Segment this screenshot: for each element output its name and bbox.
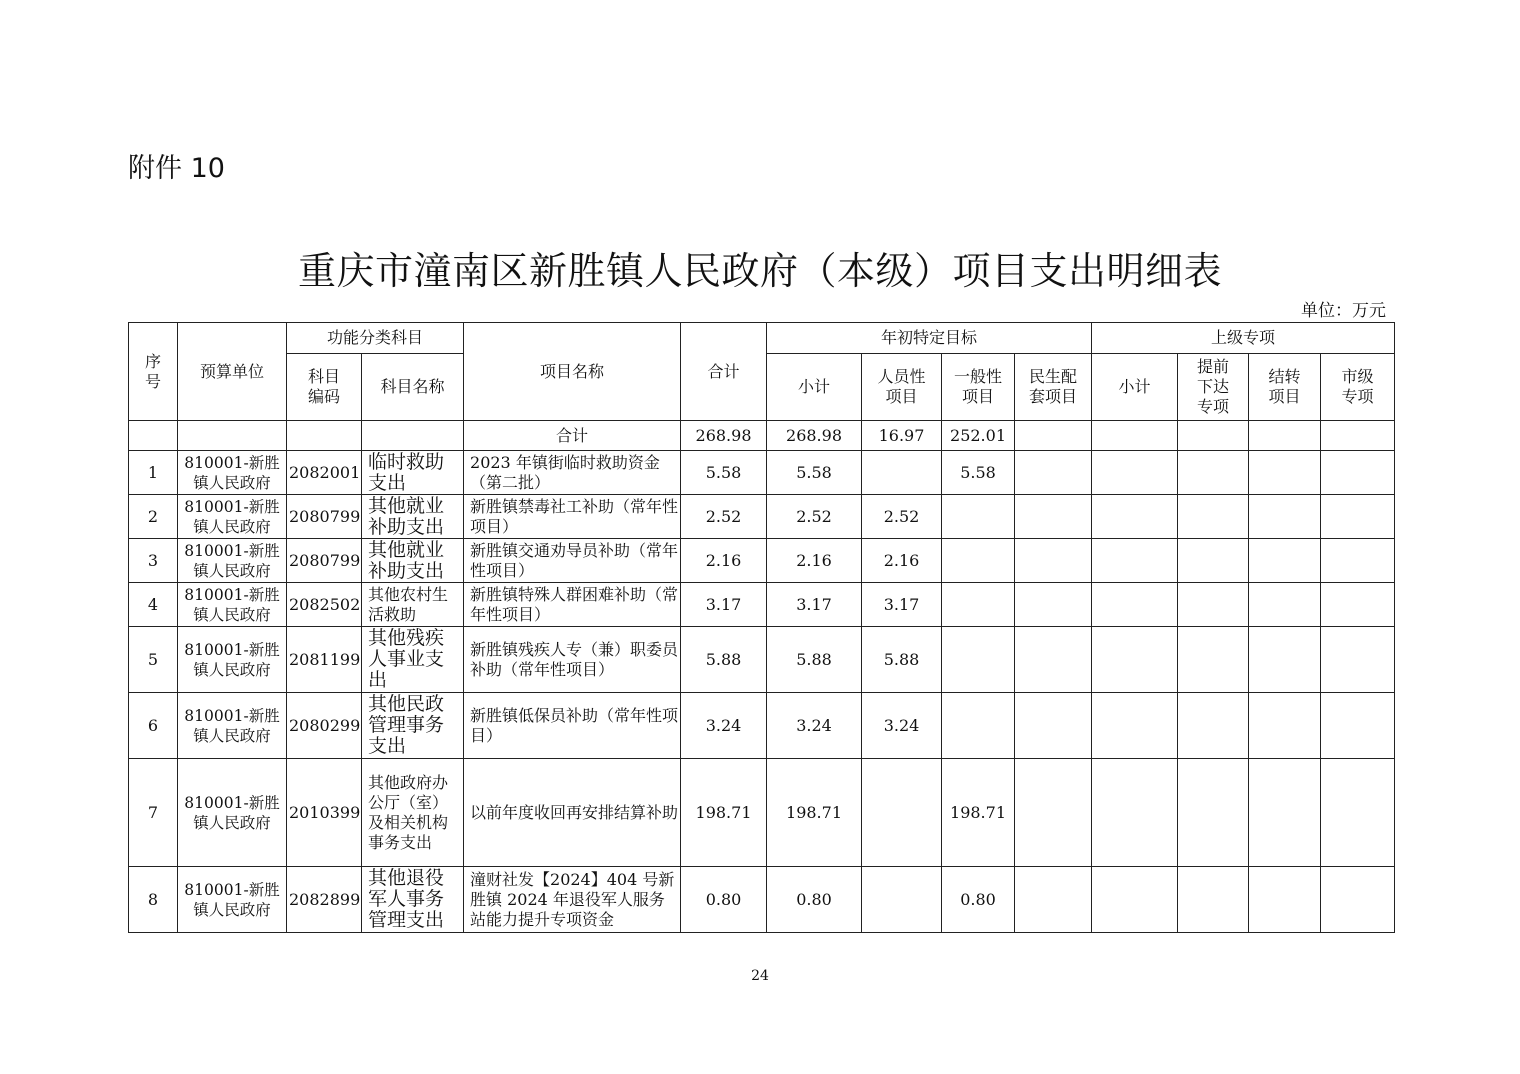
empty-cell	[1015, 867, 1092, 933]
empty-cell	[1178, 539, 1249, 583]
row-seq: 6	[129, 693, 178, 759]
row-budget-unit: 810001-新胜镇人民政府	[178, 693, 287, 759]
empty-cell	[1178, 759, 1249, 867]
row-total: 5.88	[681, 627, 767, 693]
empty-cell	[1249, 867, 1321, 933]
row-seq: 3	[129, 539, 178, 583]
header-budget-unit: 预算单位	[178, 323, 287, 421]
empty-cell	[1249, 693, 1321, 759]
row-budget-unit: 810001-新胜镇人民政府	[178, 451, 287, 495]
empty-cell	[1092, 583, 1178, 627]
table-row	[129, 759, 1395, 867]
header-city: 市级专项	[1321, 354, 1395, 421]
empty-cell	[1092, 451, 1178, 495]
header-subject-code: 科目编码	[287, 354, 362, 421]
row-personnel	[862, 759, 942, 867]
row-general: 198.71	[942, 759, 1015, 867]
page-number: 24	[751, 968, 769, 984]
row-project-name: 2023 年镇街临时救助资金（第二批）	[464, 451, 681, 495]
row-personnel: 5.88	[862, 627, 942, 693]
row-subject-code: 2082001	[287, 451, 362, 495]
empty-cell	[1178, 583, 1249, 627]
empty-cell	[1321, 759, 1395, 867]
header-row-1	[129, 323, 1395, 354]
row-subject-code: 2010399	[287, 759, 362, 867]
row-total: 198.71	[681, 759, 767, 867]
header-carryover: 结转项目	[1249, 354, 1321, 421]
row-budget-unit: 810001-新胜镇人民政府	[178, 583, 287, 627]
empty-cell	[1092, 759, 1178, 867]
table-row	[129, 451, 1395, 495]
row-project-name: 新胜镇禁毒社工补助（常年性项目）	[464, 495, 681, 539]
row-personnel	[862, 867, 942, 933]
header-total: 合计	[681, 323, 767, 421]
empty-cell	[1015, 495, 1092, 539]
empty-cell	[1178, 451, 1249, 495]
row-subtotal: 0.80	[767, 867, 862, 933]
empty-cell	[1092, 539, 1178, 583]
row-personnel: 2.52	[862, 495, 942, 539]
empty-cell	[1092, 495, 1178, 539]
row-subject-name: 其他就业补助支出	[362, 495, 464, 539]
row-general: 0.80	[942, 867, 1015, 933]
empty-cell	[1178, 495, 1249, 539]
row-subject-code: 2081199	[287, 627, 362, 693]
row-subtotal: 2.52	[767, 495, 862, 539]
row-subject-name: 其他退役军人事务管理支出	[362, 867, 464, 933]
row-seq: 7	[129, 759, 178, 867]
header-personnel: 人员性项目	[862, 354, 942, 421]
row-total: 3.17	[681, 583, 767, 627]
empty-cell	[1321, 583, 1395, 627]
total-amount: 268.98	[681, 421, 767, 451]
empty-cell	[1015, 693, 1092, 759]
header-general: 一般性项目	[942, 354, 1015, 421]
row-total: 5.58	[681, 451, 767, 495]
row-project-name: 新胜镇特殊人群困难补助（常年性项目）	[464, 583, 681, 627]
row-personnel: 2.16	[862, 539, 942, 583]
row-subject-name: 其他残疾人事业支出	[362, 627, 464, 693]
row-subtotal: 3.17	[767, 583, 862, 627]
row-subject-name: 其他就业补助支出	[362, 539, 464, 583]
empty-cell	[1321, 867, 1395, 933]
empty-cell	[1321, 495, 1395, 539]
header-func-class: 功能分类科目	[287, 323, 464, 354]
row-budget-unit: 810001-新胜镇人民政府	[178, 539, 287, 583]
empty-cell	[1249, 539, 1321, 583]
table-row	[129, 495, 1395, 539]
header-annual-target: 年初特定目标	[767, 323, 1092, 354]
row-subtotal: 198.71	[767, 759, 862, 867]
table-row	[129, 583, 1395, 627]
header-annual-subtotal: 小计	[767, 354, 862, 421]
row-budget-unit: 810001-新胜镇人民政府	[178, 867, 287, 933]
row-seq: 5	[129, 627, 178, 693]
empty-cell	[1321, 451, 1395, 495]
total-label: 合计	[464, 421, 681, 451]
row-subtotal: 5.58	[767, 451, 862, 495]
row-subject-name: 其他政府办公厅（室）及相关机构事务支出	[362, 759, 464, 867]
attachment-label: 附件 10	[128, 153, 225, 184]
empty-cell	[1092, 693, 1178, 759]
empty-cell	[1178, 867, 1249, 933]
row-general	[942, 627, 1015, 693]
row-subtotal: 3.24	[767, 693, 862, 759]
row-subject-code: 2080799	[287, 495, 362, 539]
empty-cell	[1249, 495, 1321, 539]
empty-cell	[1249, 451, 1321, 495]
row-total: 0.80	[681, 867, 767, 933]
empty-cell	[1015, 627, 1092, 693]
page-title: 重庆市潼南区新胜镇人民政府（本级）项目支出明细表	[297, 249, 1222, 293]
row-personnel	[862, 451, 942, 495]
row-general	[942, 583, 1015, 627]
empty-cell	[1249, 759, 1321, 867]
header-project-name: 项目名称	[464, 323, 681, 421]
empty-cell	[1249, 627, 1321, 693]
header-superior-special: 上级专项	[1092, 323, 1395, 354]
row-budget-unit: 810001-新胜镇人民政府	[178, 495, 287, 539]
row-subject-code: 2080299	[287, 693, 362, 759]
row-seq: 1	[129, 451, 178, 495]
row-project-name: 新胜镇残疾人专（兼）职委员补助（常年性项目）	[464, 627, 681, 693]
row-seq: 8	[129, 867, 178, 933]
empty-cell	[1178, 693, 1249, 759]
header-sup-subtotal: 小计	[1092, 354, 1178, 421]
empty-cell	[1178, 627, 1249, 693]
row-seq: 4	[129, 583, 178, 627]
row-personnel: 3.17	[862, 583, 942, 627]
empty-cell	[1321, 627, 1395, 693]
row-subject-name: 临时救助支出	[362, 451, 464, 495]
project-expenditure-table	[128, 322, 1395, 933]
total-personnel: 16.97	[862, 421, 942, 451]
table-row	[129, 693, 1395, 759]
header-subject-name: 科目名称	[362, 354, 464, 421]
row-project-name: 以前年度收回再安排结算补助	[464, 759, 681, 867]
row-project-name: 潼财社发【2024】404 号新胜镇 2024 年退役军人服务站能力提升专项资金	[464, 867, 681, 933]
empty-cell	[1015, 583, 1092, 627]
row-general: 5.58	[942, 451, 1015, 495]
row-general	[942, 495, 1015, 539]
row-total: 2.16	[681, 539, 767, 583]
row-general	[942, 693, 1015, 759]
header-seq: 序号	[129, 323, 178, 421]
row-budget-unit: 810001-新胜镇人民政府	[178, 759, 287, 867]
row-total: 3.24	[681, 693, 767, 759]
row-project-name: 新胜镇低保员补助（常年性项目）	[464, 693, 681, 759]
empty-cell	[1092, 627, 1178, 693]
row-subject-name: 其他民政管理事务支出	[362, 693, 464, 759]
row-subtotal: 2.16	[767, 539, 862, 583]
total-subtotal: 268.98	[767, 421, 862, 451]
total-general: 252.01	[942, 421, 1015, 451]
row-general	[942, 539, 1015, 583]
table-row	[129, 539, 1395, 583]
unit-label: 单位：万元	[1301, 301, 1386, 321]
header-livelihood: 民生配套项目	[1015, 354, 1092, 421]
empty-cell	[1249, 583, 1321, 627]
row-personnel: 3.24	[862, 693, 942, 759]
row-project-name: 新胜镇交通劝导员补助（常年性项目）	[464, 539, 681, 583]
row-subject-code: 2082502	[287, 583, 362, 627]
row-subtotal: 5.88	[767, 627, 862, 693]
row-subject-code: 2082899	[287, 867, 362, 933]
empty-cell	[1321, 539, 1395, 583]
empty-cell	[1015, 451, 1092, 495]
empty-cell	[1092, 867, 1178, 933]
empty-cell	[1015, 759, 1092, 867]
table-row	[129, 627, 1395, 693]
row-total: 2.52	[681, 495, 767, 539]
header-advance: 提前下达专项	[1178, 354, 1249, 421]
total-row	[129, 421, 1395, 451]
empty-cell	[1015, 539, 1092, 583]
empty-cell	[1321, 693, 1395, 759]
row-subject-code: 2080799	[287, 539, 362, 583]
table-row	[129, 867, 1395, 933]
row-budget-unit: 810001-新胜镇人民政府	[178, 627, 287, 693]
row-seq: 2	[129, 495, 178, 539]
row-subject-name: 其他农村生活救助	[362, 583, 464, 627]
